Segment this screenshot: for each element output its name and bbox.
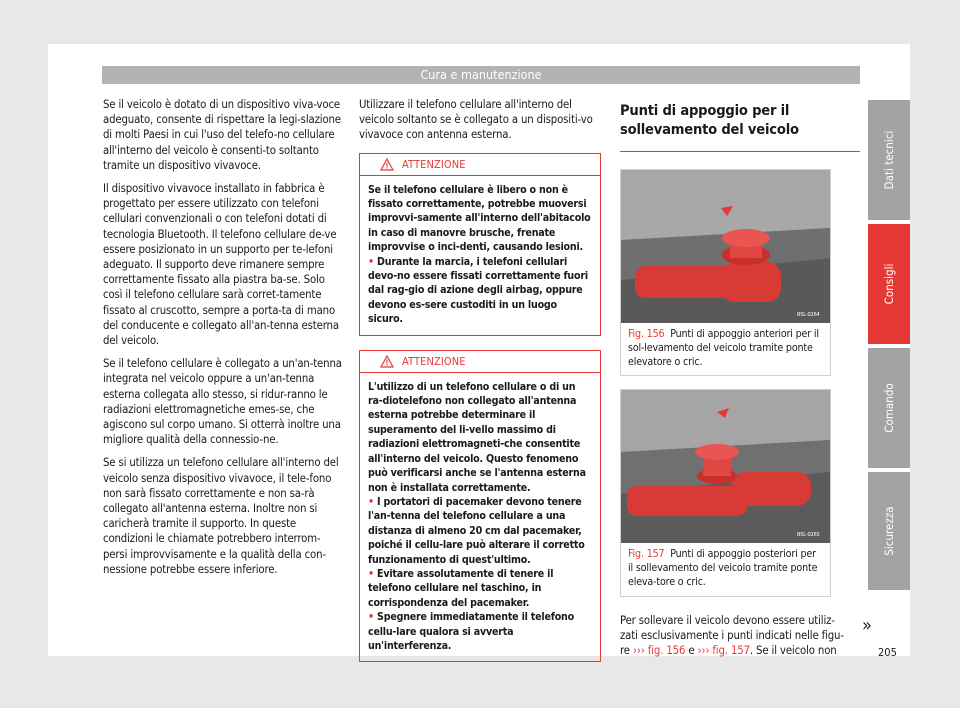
figure-reference-link[interactable]: ››› fig. 157 <box>697 644 750 658</box>
warning-bullet: • I portatori di pacemaker devono tenere l'an-tenna del telefono cellulare a una distanza di almeno 20 cm dal pacemaker, poiché il cellu-lare può alterare il corretto funzionamento di quest'ultimo. <box>368 495 585 566</box>
bullet-icon: • <box>368 255 374 268</box>
figure-caption: Fig. 157 Punti di appoggio posteriori per il sollevamento del veicolo tramite ponte eleva-tore o cric. <box>628 548 818 588</box>
warning-box <box>359 350 601 663</box>
figure-caption: Fig. 156 Punti di appoggio anteriori per il sol-levamento del veicolo tramite ponte elevatore o cric. <box>628 328 819 368</box>
tab-dati-tecnici[interactable]: Dati tecnici <box>868 100 910 220</box>
warning-header <box>360 154 600 176</box>
warning-bullet: • Spegnere immediatamente il telefono cellu-lare qualora si avverta un'interferenza. <box>368 611 574 652</box>
bullet-icon: • <box>368 611 374 624</box>
figure-number: Fig. 157 <box>628 548 665 561</box>
figure-157 <box>620 389 831 596</box>
page-header: Cura e manutenzione <box>102 66 860 84</box>
warning-bullet: • Durante la marcia, i telefoni cellulari devo-no essere fissati correttamente fuori dal rag-gio di azione degli airbag, oppure devono es-sere custoditi in un luogo sicuro. <box>368 255 588 326</box>
bullet-icon: • <box>368 495 374 508</box>
continued-arrow-icon: » <box>862 615 872 636</box>
warning-triangle-icon <box>380 355 394 368</box>
column-middle <box>359 97 601 662</box>
figure-number: Fig. 156 <box>628 328 665 340</box>
column-left <box>103 97 343 585</box>
front-jack-point-image <box>621 170 830 323</box>
warning-header <box>360 351 600 373</box>
bullet-icon: • <box>368 567 374 580</box>
paragraph: Il dispositivo vivavoce installato in fabbrica è progettato per essere utilizzato con telefoni cellulari convenzionali o con telefoni dotati di tecnologia Bluetooth. Il telefono cellulare de-ve essere posizionato in un supporto per te-lefoni adeguato. Il supporto deve rimanere sempre correttamente fissato alla piastra ba-se. Solo così il telefono cellulare sarà corret-tamente fissato al cruscotto, sempre a porta-ta di mano del conducente e collegato all'an-tenna esterna del veicolo. <box>103 182 339 348</box>
warning-text: Se il telefono cellulare è libero o non è fissato correttamente, potrebbe muoversi improvvi-samente all'interno dell'abitacolo in caso di manovre brusche, frenate improvvise o inci-denti, causando lesioni. <box>368 183 591 254</box>
paragraph: Per sollevare il veicolo devono essere utiliz-zati esclusivamente i punti indicati nelle figu-re ››› fig. 156 e ››› fig. 157. Se il veicolo non <box>620 613 844 658</box>
figure-code: B5L-0265 <box>797 532 820 539</box>
warning-triangle-icon <box>380 158 394 171</box>
warning-box <box>359 153 601 336</box>
column-right <box>620 97 860 666</box>
paragraph: Se il veicolo è dotato di un dispositivo viva-voce adeguato, consente di rispettare la legi-slazione di molti Paesi in cui l'uso del telefo-no cellulare all'interno del veicolo è consenti-to soltanto tramite un dispositivo vivavoce. <box>103 98 341 172</box>
figure-code: B5L-0264 <box>797 312 820 318</box>
paragraph: Se il telefono cellulare è collegato a un'an-tenna integrata nel veicolo oppure a un'an-tenna esterna collegata allo stesso, si ridur-ranno le radiazioni elettromagnetiche emes-se, che agiscono sul corpo umano. Si otterrà inoltre una migliore qualità della connessio-ne. <box>103 357 342 447</box>
paragraph: Utilizzare il telefono cellulare all'interno del veicolo soltanto se è collegato a un dispositi-vo vivavoce con antenna esterna. <box>359 98 593 142</box>
section-title: Punti di appoggio per il sollevamento del veicolo <box>620 97 860 152</box>
tab-sicurezza[interactable]: Sicurezza <box>868 472 910 590</box>
warning-body <box>360 176 600 335</box>
figure-156 <box>620 169 831 376</box>
figure-reference-link[interactable]: ››› fig. 156 <box>632 644 686 658</box>
warning-text: L'utilizzo di un telefono cellulare o di un ra-diotelefono non collegato all'antenna esterna potrebbe determinare il superamento del li-vello massimo di radiazioni elettromagneti-che consentite all'interno del veicolo. Questo fenomeno può verificarsi anche se l'antenna esterna non è installata correttamente. <box>368 380 586 494</box>
paragraph: Se si utilizza un telefono cellulare all'interno del veicolo senza dispositivo vivavoce, il tele-fono non sarà fissato correttamente e non sa-rà collegato all'antenna esterna. Inoltre non si caricherà tramite il supporto. In queste condizioni le chiamate potrebbero interrom-persi improvvisamente e la qualità della con-nessione potrebbe essere inferiore. <box>103 456 339 576</box>
tab-comando[interactable]: Comando <box>868 348 910 468</box>
warning-body <box>360 373 600 662</box>
warning-bullet: • Evitare assolutamente di tenere il telefono cellulare nel taschino, in corrispondenza del pacemaker. <box>368 567 554 609</box>
rear-jack-point-image <box>621 390 830 543</box>
page-number: 205 <box>878 646 897 659</box>
tab-consigli[interactable]: Consigli <box>868 224 910 344</box>
warning-title: ATTENZIONE <box>402 157 466 171</box>
warning-title: ATTENZIONE <box>402 354 466 368</box>
